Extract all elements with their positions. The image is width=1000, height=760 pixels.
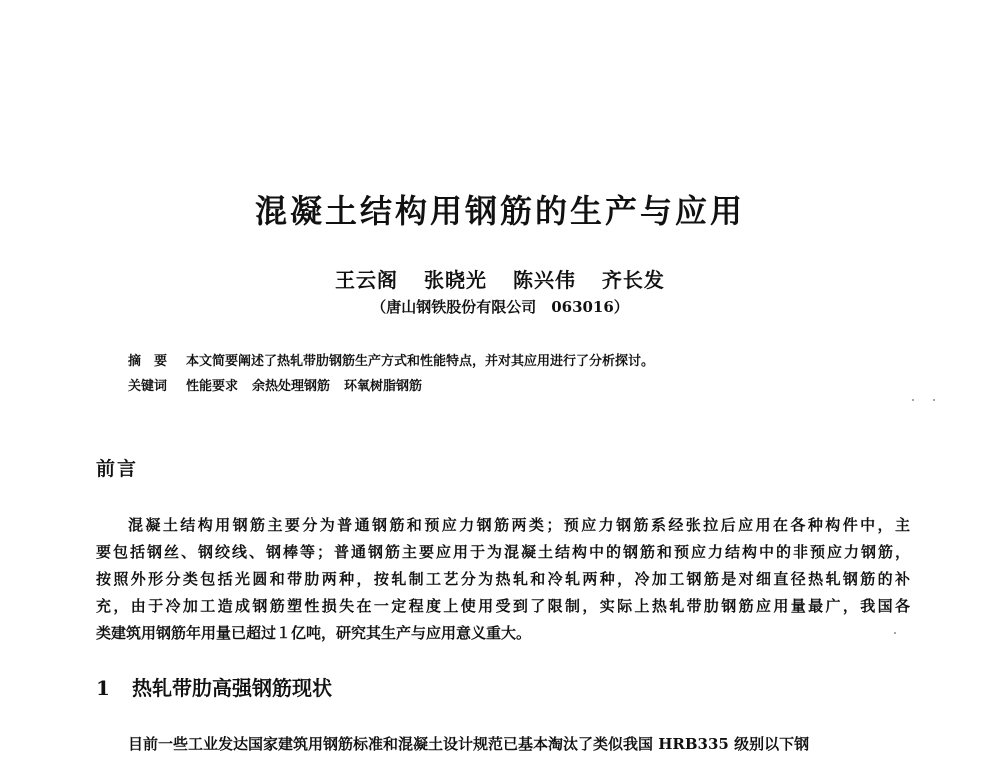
article-authors: 王云阁 张晓光 陈兴伟 齐长发 [335, 268, 665, 292]
paragraph-line: 要包括钢丝、钢绞线、钢棒等；普通钢筋主要应用于为混凝土结构中的钢筋和预应力结构中的非预应力钢筋， [96, 543, 910, 561]
section-heading-1 [96, 672, 332, 701]
keyword-item: 余热处理钢筋 [252, 379, 331, 394]
abstract-text: 本文简要阐述了热轧带肋钢筋生产方式和性能特点，并对其应用进行了分析探讨。 [186, 354, 655, 369]
section-number: 1 [96, 676, 110, 700]
abstract-label: 摘 要 [128, 354, 168, 369]
paragraph-line: 类建筑用钢筋年用量已超过１亿吨，研究其生产与应用意义重大。 [96, 624, 532, 642]
paragraph-line: 按照外形分类包括光圆和带肋两种，按轧制工艺分为热轧和冷轧两种，冷加工钢筋是对细直径热轧钢筋的补 [96, 570, 910, 588]
keywords-label: 关键词 [128, 379, 168, 394]
keywords [128, 375, 436, 394]
section-heading-preface: 前言 [96, 458, 139, 480]
paragraph-line: 充，由于冷加工造成钢筋塑性损失在一定程度上使用受到了限制，实际上热轧带肋钢筋应用量最广，我国各 [96, 597, 910, 615]
scan-speck [912, 399, 914, 401]
scan-speck [933, 399, 935, 401]
paragraph-line: 混凝土结构用钢筋主要分为普通钢筋和预应力钢筋两类；预应力钢筋系经张拉后应用在各种构件中，主 [128, 516, 910, 534]
paragraph-line: 目前一些工业发达国家建筑用钢筋标准和混凝土设计规范已基本淘汰了类似我国 HRB335 级别以下钢 [128, 735, 810, 753]
abstract [128, 350, 654, 369]
keyword-item: 环氧树脂钢筋 [344, 379, 423, 394]
keyword-item: 性能要求 [186, 379, 239, 394]
article-title: 混凝土结构用钢筋的生产与应用 [254, 192, 745, 230]
article-affiliation: （唐山钢铁股份有限公司 063016） [371, 298, 629, 316]
section-title: 热轧带肋高强钢筋现状 [132, 676, 332, 700]
scan-speck [894, 632, 896, 634]
